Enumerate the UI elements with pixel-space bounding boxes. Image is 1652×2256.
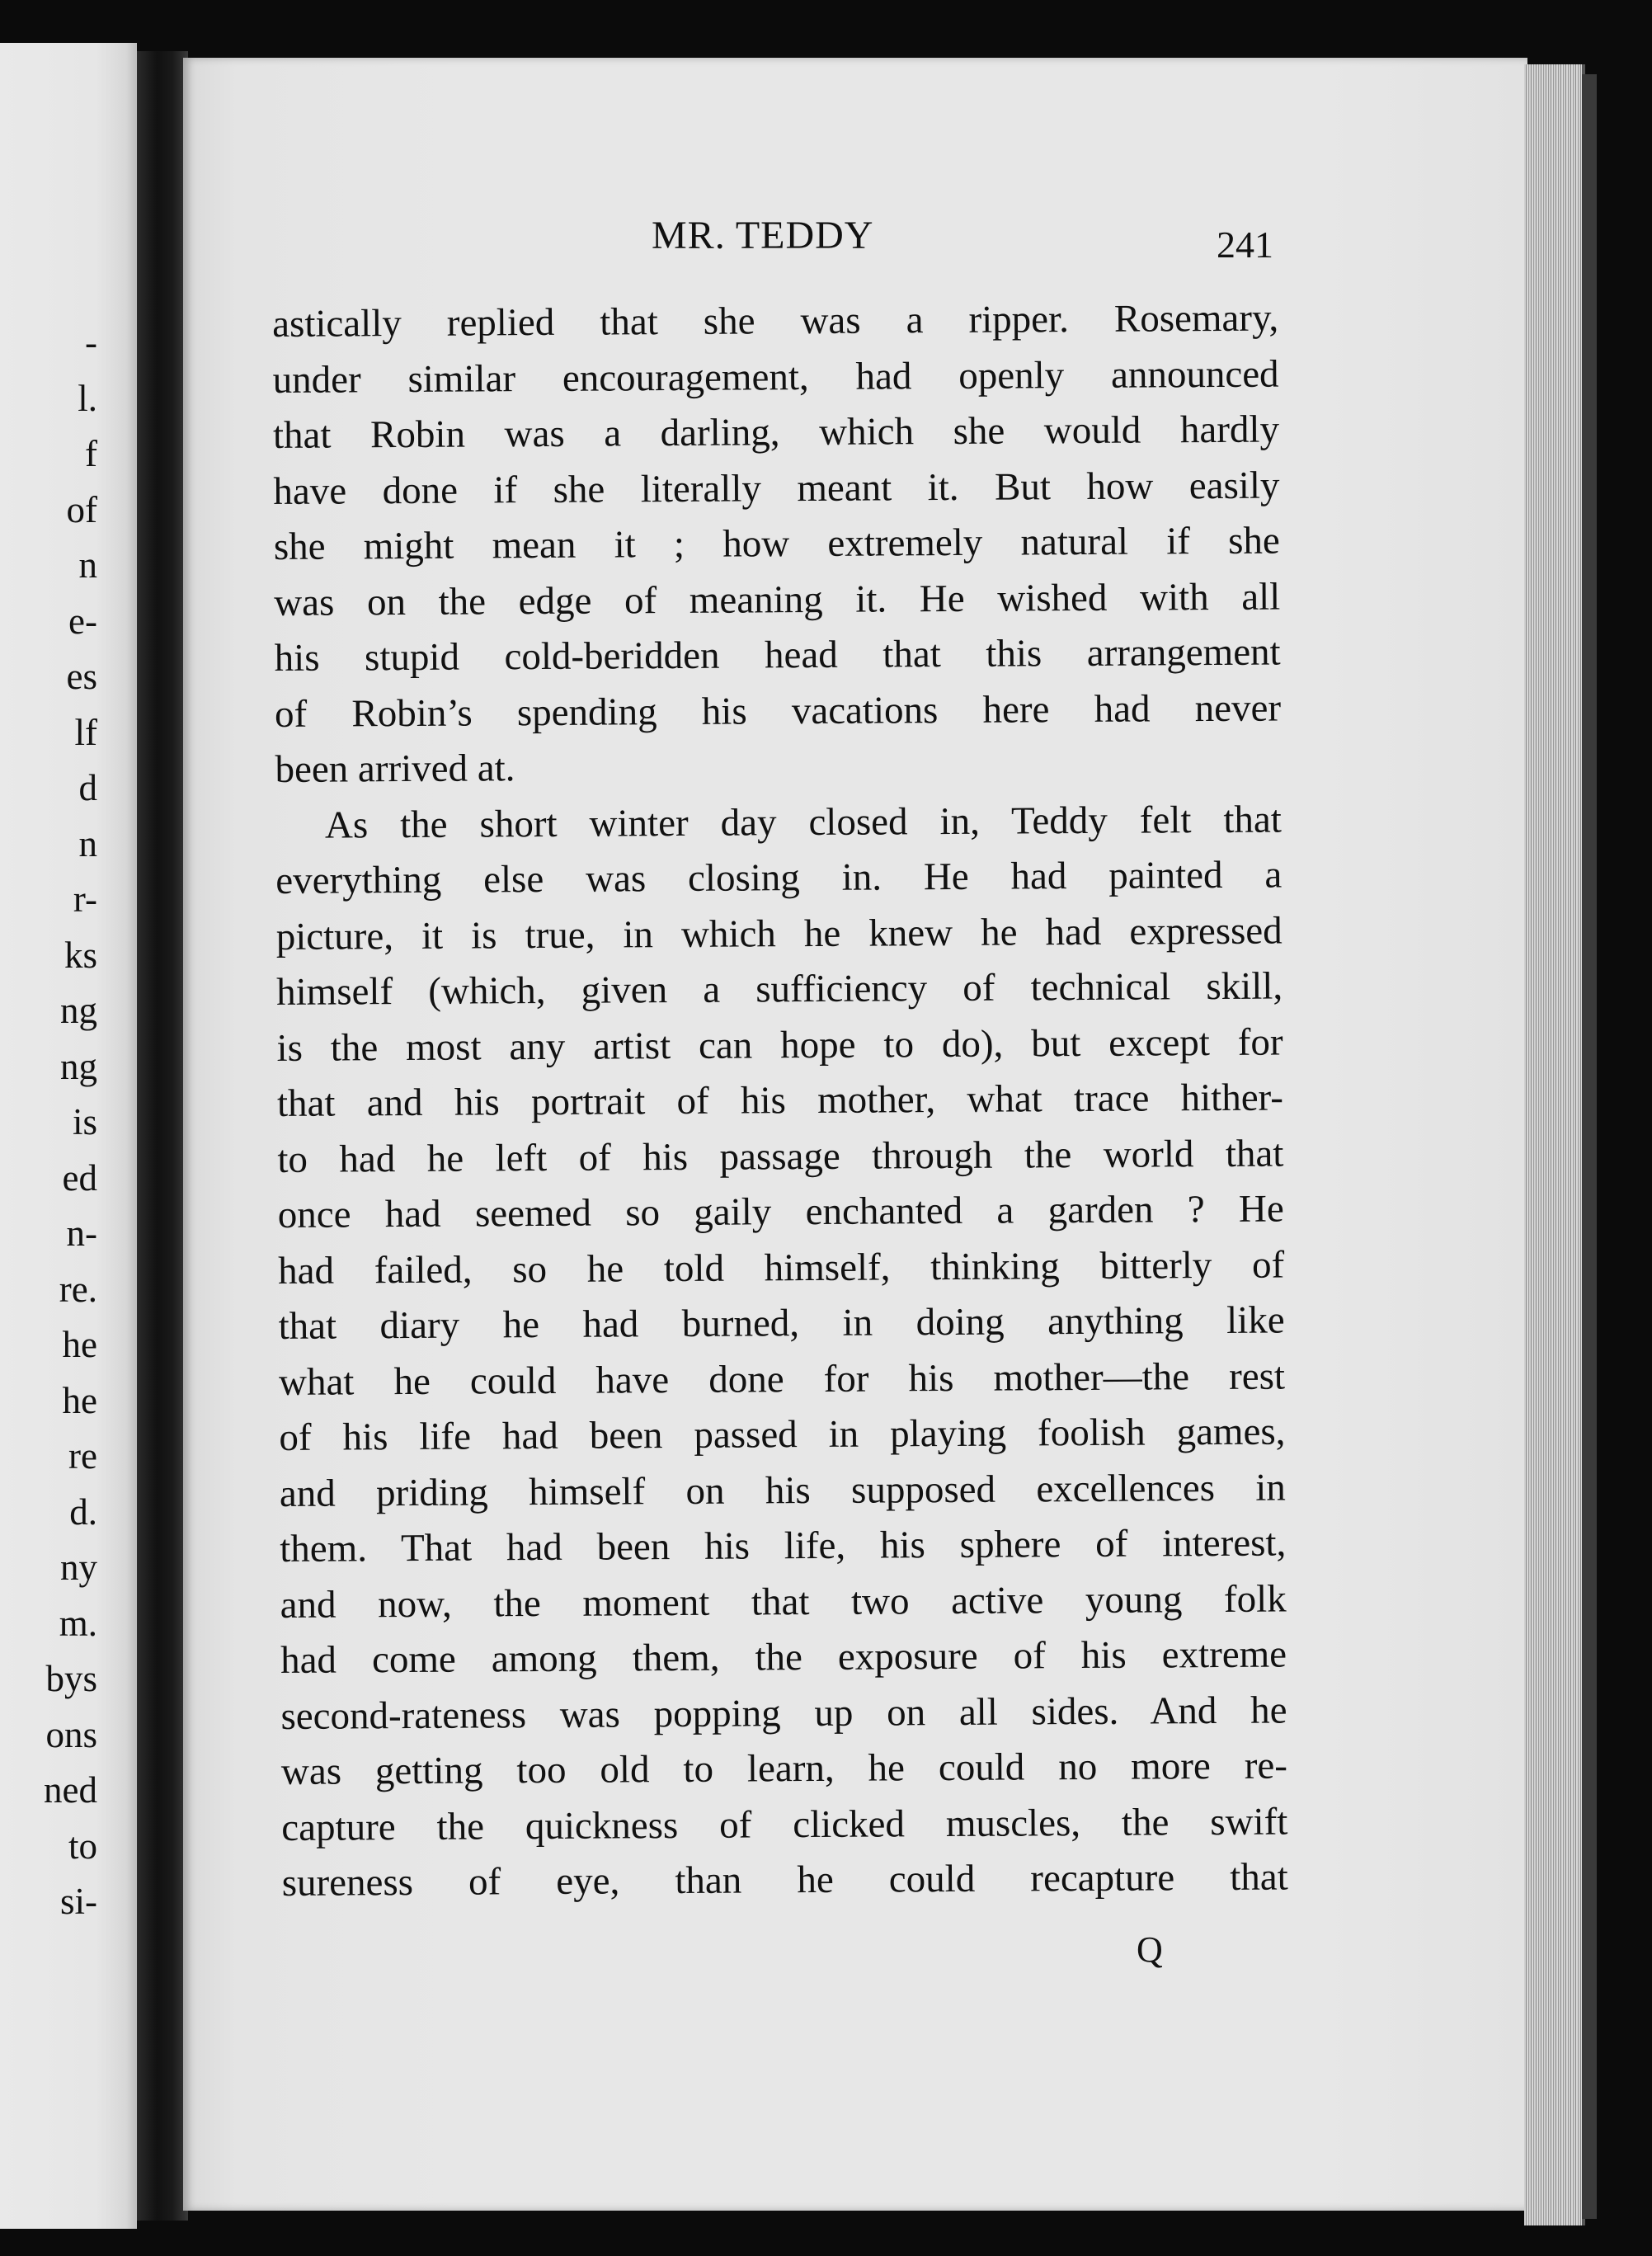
running-head (0, 213, 1652, 279)
left-page-fragment: n (78, 822, 97, 864)
text-line: what he could have done for his mother—the rest (278, 1354, 1286, 1404)
left-page-fragment: m. (59, 1602, 97, 1644)
left-page-fragment: es (66, 656, 97, 697)
left-page-fragment: lf (74, 711, 97, 753)
text-line: had failed, so he told himself, thinking bitterly of (278, 1243, 1285, 1293)
page-number: 241 (1217, 224, 1273, 266)
page-fore-edge (1524, 64, 1585, 2225)
left-page-fragment: r- (73, 878, 97, 920)
left-page-fragment: n (78, 544, 97, 586)
left-page-fragment: of (66, 488, 97, 530)
left-page-fragment: to (68, 1825, 97, 1867)
text-line: sureness of eye, than he could recapture that (281, 1855, 1288, 1905)
text-line: and now, the moment that two active young folk (280, 1577, 1287, 1627)
left-page-text-fragments (0, 43, 115, 2229)
left-page-fragment: he (62, 1324, 97, 1365)
left-page-fragment: is (72, 1101, 97, 1142)
left-page-fragment: ng (60, 990, 97, 1031)
text-line: of Robin’s spending his vacations here had never (274, 686, 1282, 736)
left-page-fragment: d. (69, 1491, 97, 1533)
left-page-fragment: ed (62, 1156, 97, 1199)
book-spine-gutter (137, 51, 188, 2221)
text-line: his stupid cold-beridden head that this arrangement (274, 630, 1281, 680)
left-page-fragment: l. (78, 377, 97, 419)
text-line: she might mean it ; how extremely natural if she (273, 519, 1280, 568)
book-cover-edge (1582, 74, 1597, 2219)
text-line: under similar encouragement, had openly announced (272, 352, 1279, 402)
left-page-fragment: bys (45, 1658, 97, 1699)
text-line: them. That had been his life, his sphere of interest, (280, 1521, 1287, 1571)
text-line: was getting too old to learn, he could no more re- (280, 1744, 1288, 1793)
left-page-fragment: si- (60, 1881, 97, 1922)
text-line: that and his portrait of his mother, what trace hither- (276, 1076, 1284, 1125)
body-text (272, 291, 1288, 1912)
left-page-fragment: re. (59, 1268, 97, 1310)
left-page-fragment: ks (64, 934, 97, 976)
text-line: of his life had been passed in playing foolish games, (279, 1410, 1286, 1459)
left-facing-page (0, 43, 137, 2229)
text-line: been arrived at. (275, 747, 515, 791)
left-page-fragment: e- (68, 600, 97, 642)
left-page-fragment: ned (44, 1769, 97, 1811)
text-line: As the short winter day closed in, Teddy felt that (324, 798, 1283, 847)
signature-mark: Q (1137, 1929, 1163, 1970)
text-line: that diary he had burned, in doing anything like (278, 1298, 1285, 1348)
text-line: picture, it is true, in which he knew he had expressed (275, 909, 1283, 958)
text-line: capture the quickness of clicked muscles, the swift (281, 1800, 1288, 1849)
text-line: is the most any artist can hope to do), but except for (276, 1020, 1283, 1070)
text-line: have done if she literally meant it. But how easily (273, 464, 1280, 513)
text-line: astically replied that she was a ripper. Rosemary, (272, 296, 1279, 346)
text-line: and priding himself on his supposed excellences in (279, 1466, 1286, 1515)
text-line: was on the edge of meaning it. He wished with all (274, 575, 1281, 624)
text-line: that Robin was a darling, which she would hardly (272, 407, 1280, 457)
text-line: had come among them, the exposure of his extreme (280, 1632, 1287, 1682)
left-page-fragment: n- (66, 1213, 97, 1254)
text-line: everything else was closing in. He had painted a (275, 853, 1283, 902)
left-page-fragment: ng (60, 1045, 97, 1087)
left-page-fragment: - (85, 322, 97, 363)
text-line: once had seemed so gaily enchanted a garden ? He (277, 1187, 1284, 1236)
left-page-fragment: d (78, 767, 97, 808)
left-page-fragment: re (68, 1435, 97, 1477)
running-title: MR. TEDDY (652, 214, 874, 257)
text-line: himself (which, given a sufficiency of technical skill, (275, 964, 1283, 1014)
text-line: to had he left of his passage through the world that (277, 1132, 1284, 1181)
left-page-fragment: ny (60, 1547, 97, 1588)
left-page-fragment: f (85, 433, 97, 474)
text-line: second-rateness was popping up on all sides. And he (280, 1688, 1287, 1738)
left-page-fragment: ons (45, 1713, 97, 1755)
left-page-fragment: he (62, 1379, 97, 1421)
